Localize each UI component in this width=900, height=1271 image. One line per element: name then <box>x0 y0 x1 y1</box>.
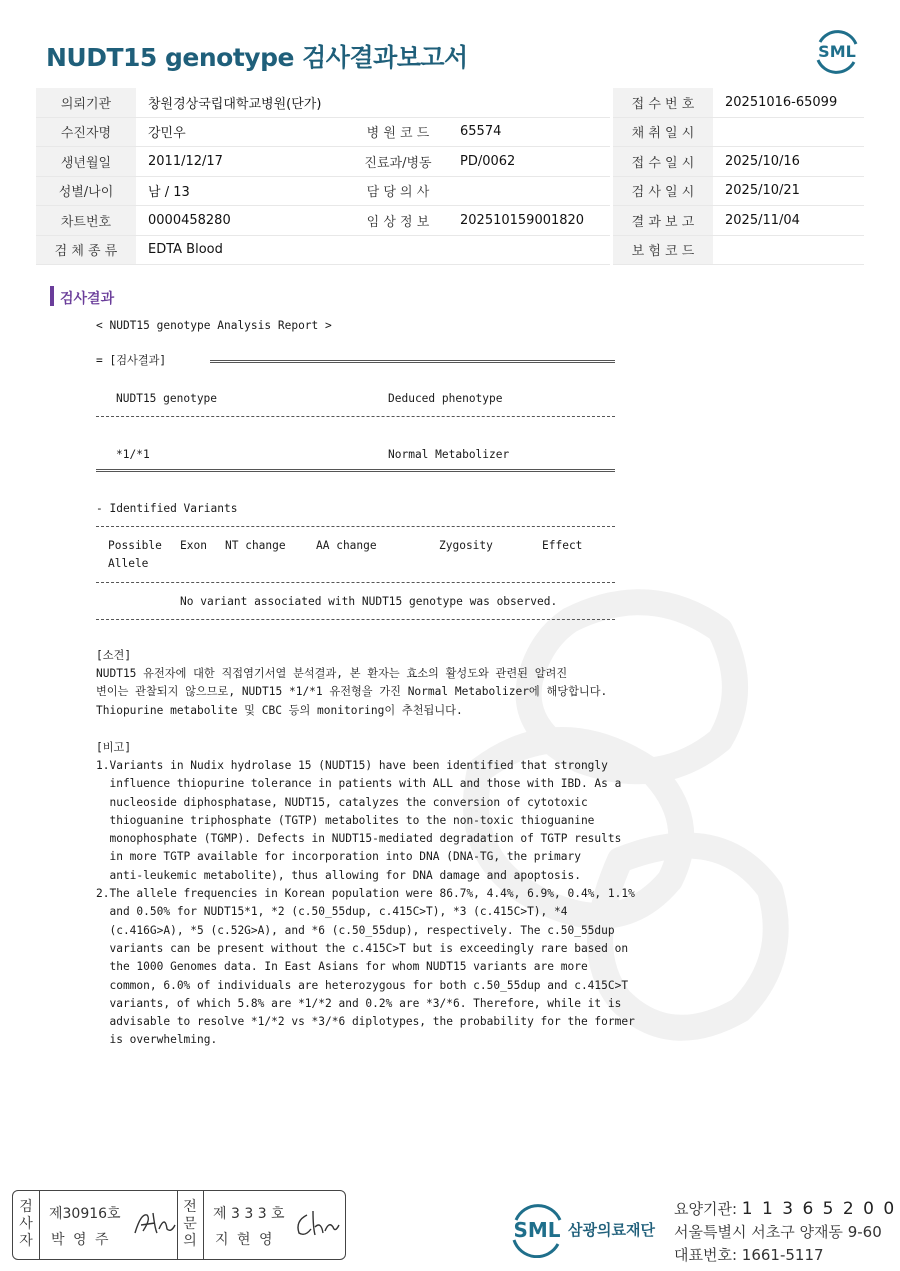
label-specimen-type: 검 체 종 류 <box>36 235 136 265</box>
result-label: = [검사결과] <box>96 354 173 367</box>
value-receipt-number: 20251016-65099 <box>713 88 864 117</box>
facility-code: 요양기관: 1 1 3 6 5 2 0 0 <box>674 1199 897 1219</box>
footer-logo <box>510 1200 665 1262</box>
label-clinical-info: 임 상 정 보 <box>348 206 448 236</box>
info-row <box>36 235 864 265</box>
note-line: anti-leukemic metabolite), thus allowing for DNA damage and apoptosis. <box>96 868 581 882</box>
opinion-text <box>96 665 607 720</box>
value-receipt-date: 2025/10/16 <box>713 147 864 177</box>
examiner-label: 검 사 자 <box>19 1199 33 1249</box>
note-line: is overwhelming. <box>96 1033 218 1047</box>
examiner-signature <box>131 1207 177 1241</box>
note-line: common, 6.0% of individuals are heterozygous for both c.50_55dup and c.415C>T <box>96 978 629 992</box>
dash-rule <box>96 582 615 583</box>
label-sex-age: 성별/나이 <box>36 176 136 206</box>
info-row <box>36 176 864 206</box>
dash-rule <box>96 416 615 417</box>
sml-logo-text: SML <box>818 42 856 61</box>
signature-box <box>12 1190 346 1260</box>
value-birth-date: 2011/12/17 <box>136 147 348 177</box>
opinion-line: NUDT15 유전자에 대한 직접염기서열 분석결과, 본 환자는 효소의 활성도와 관련된 알려진 <box>96 667 568 680</box>
note-line: thioguanine triphosphate (TGTP) metabolites to the non-toxic thioguanine <box>96 813 595 827</box>
info-row <box>36 147 864 177</box>
note-line: nucleoside diphosphatase, NUDT15, catalyzes the conversion of cytotoxic <box>96 795 588 809</box>
vh-allele-line2: Allele <box>108 557 149 571</box>
note-text <box>96 757 635 1050</box>
value-physician <box>448 176 610 206</box>
value-specimen-type: EDTA Blood <box>136 235 610 265</box>
genotype-value: *1/*1 <box>116 448 150 461</box>
label-receipt-date: 접 수 일 시 <box>613 147 713 177</box>
examiner-number: 제30916호 <box>49 1206 121 1222</box>
dash-rule <box>96 526 615 527</box>
specialist-label: 전 문 의 <box>183 1199 197 1249</box>
col-phenotype: Deduced phenotype <box>388 392 503 405</box>
value-test-date: 2025/10/21 <box>713 176 864 206</box>
specialist-number: 제 3 3 3 호 <box>213 1206 285 1222</box>
footer-logo-text: SML <box>513 1218 561 1242</box>
vh-zygosity: Zygosity <box>439 539 493 552</box>
report-heading: < NUDT15 genotype Analysis Report > <box>96 319 332 332</box>
section-title: 검사결과 <box>60 291 115 307</box>
note-line: in more TGTP available for incorporation into DNA (DNA-TG, the primary <box>96 850 581 864</box>
vh-effect: Effect <box>542 539 583 552</box>
label-chart-number: 차트번호 <box>36 206 136 236</box>
label-requesting-institution: 의뢰기관 <box>36 88 136 117</box>
value-insurance-code <box>713 235 864 265</box>
label-test-date: 검 사 일 시 <box>613 176 713 206</box>
label-result-report: 결 과 보 고 <box>613 206 713 236</box>
value-hospital-code: 65574 <box>448 117 610 147</box>
double-rule <box>210 360 615 363</box>
value-requesting-institution: 창원경상국립대학교병원(단가) <box>136 88 610 117</box>
note-line: variants can be present without the c.415C>T but is exceedingly rare based on <box>96 941 629 955</box>
value-clinical-info: 202510159001820 <box>448 206 610 236</box>
address: 서울특별시 서초구 양재동 9-60 <box>674 1223 882 1241</box>
note-line: and 0.50% for NUDT15*1, *2 (c.50_55dup, c.415C>T), *3 (c.415C>T), *4 <box>96 905 568 919</box>
value-collection-date <box>713 117 864 147</box>
value-result-report: 2025/11/04 <box>713 206 864 236</box>
label-patient-name: 수진자명 <box>36 117 136 147</box>
report-title: NUDT15 genotype 검사결과보고서 <box>46 43 468 72</box>
label-collection-date: 채 취 일 시 <box>613 117 713 147</box>
opinion-line: 변이는 관찰되지 않으므로, NUDT15 *1/*1 유전형을 가진 Normal Metabolizer에 해당합니다. <box>96 685 608 699</box>
info-row <box>36 117 864 147</box>
value-patient-name: 강민우 <box>136 117 348 147</box>
note-line: (c.416G>A), *5 (c.52G>A), and *6 (c.50_55dup), respectively. The c.50_55dup <box>96 923 615 937</box>
opinion-label: [소견] <box>96 649 132 662</box>
note-line: the 1000 Genomes data. In East Asians for whom NUDT15 variants are more <box>96 960 588 974</box>
note-line: advisable to resolve *1/*2 vs *3/*6 diplotypes, the probability for the former <box>96 1015 635 1029</box>
note-line: 1.Variants in Nudix hydrolase 15 (NUDT15) have been identified that strongly <box>96 759 608 772</box>
label-department: 진료과/병동 <box>348 147 448 177</box>
label-receipt-number: 접 수 번 호 <box>613 88 713 117</box>
phenotype-value: Normal Metabolizer <box>388 448 510 461</box>
label-hospital-code: 병 원 코 드 <box>348 117 448 147</box>
note-line: influence thiopurine tolerance in patients with ALL and those with IBD. As a <box>96 777 622 791</box>
note-line: 2.The allele frequencies in Korean population were 86.7%, 4.4%, 6.9%, 0.4%, 1.1% <box>96 887 635 901</box>
info-row <box>36 88 864 117</box>
vh-exon: Exon <box>180 539 207 552</box>
examiner-name: 박 영 주 <box>51 1232 111 1248</box>
dash-rule <box>96 619 615 620</box>
note-line: monophosphate (TGMP). Defects in NUDT15-mediated degradation of TGTP results <box>96 832 622 846</box>
value-chart-number: 0000458280 <box>136 206 348 236</box>
value-department: PD/0062 <box>448 147 610 177</box>
specialist-signature <box>293 1207 341 1241</box>
vh-allele-line1: Possible <box>108 539 162 552</box>
double-rule <box>96 469 615 472</box>
vh-nt-change: NT change <box>225 539 286 552</box>
value-sex-age: 남 / 13 <box>136 176 348 206</box>
vh-aa-change: AA change <box>316 539 377 552</box>
note-label: [비고] <box>96 741 132 754</box>
col-genotype: NUDT15 genotype <box>116 392 218 405</box>
section-marker <box>50 286 54 306</box>
opinion-line: Thiopurine metabolite 및 CBC 등의 monitoring이 추천됩니다. <box>96 703 463 717</box>
phone: 대표번호: 1661-5117 <box>674 1246 824 1264</box>
specialist-name: 지 현 영 <box>215 1232 275 1248</box>
variants-title: - Identified Variants <box>96 502 238 515</box>
label-insurance-code: 보 험 코 드 <box>613 235 713 265</box>
no-variant-text: No variant associated with NUDT15 genotype was observed. <box>180 595 558 608</box>
footer-org-name: 삼광의료재단 <box>568 1221 655 1239</box>
vh-allele <box>108 537 162 574</box>
label-physician: 담 당 의 사 <box>348 176 448 206</box>
patient-info-table <box>36 88 864 265</box>
label-birth-date: 생년월일 <box>36 147 136 177</box>
note-line: variants, of which 5.8% are *1/*2 and 0.2% are *3/*6. Therefore, while it is <box>96 996 622 1010</box>
info-row <box>36 206 864 236</box>
sml-logo <box>812 28 862 80</box>
